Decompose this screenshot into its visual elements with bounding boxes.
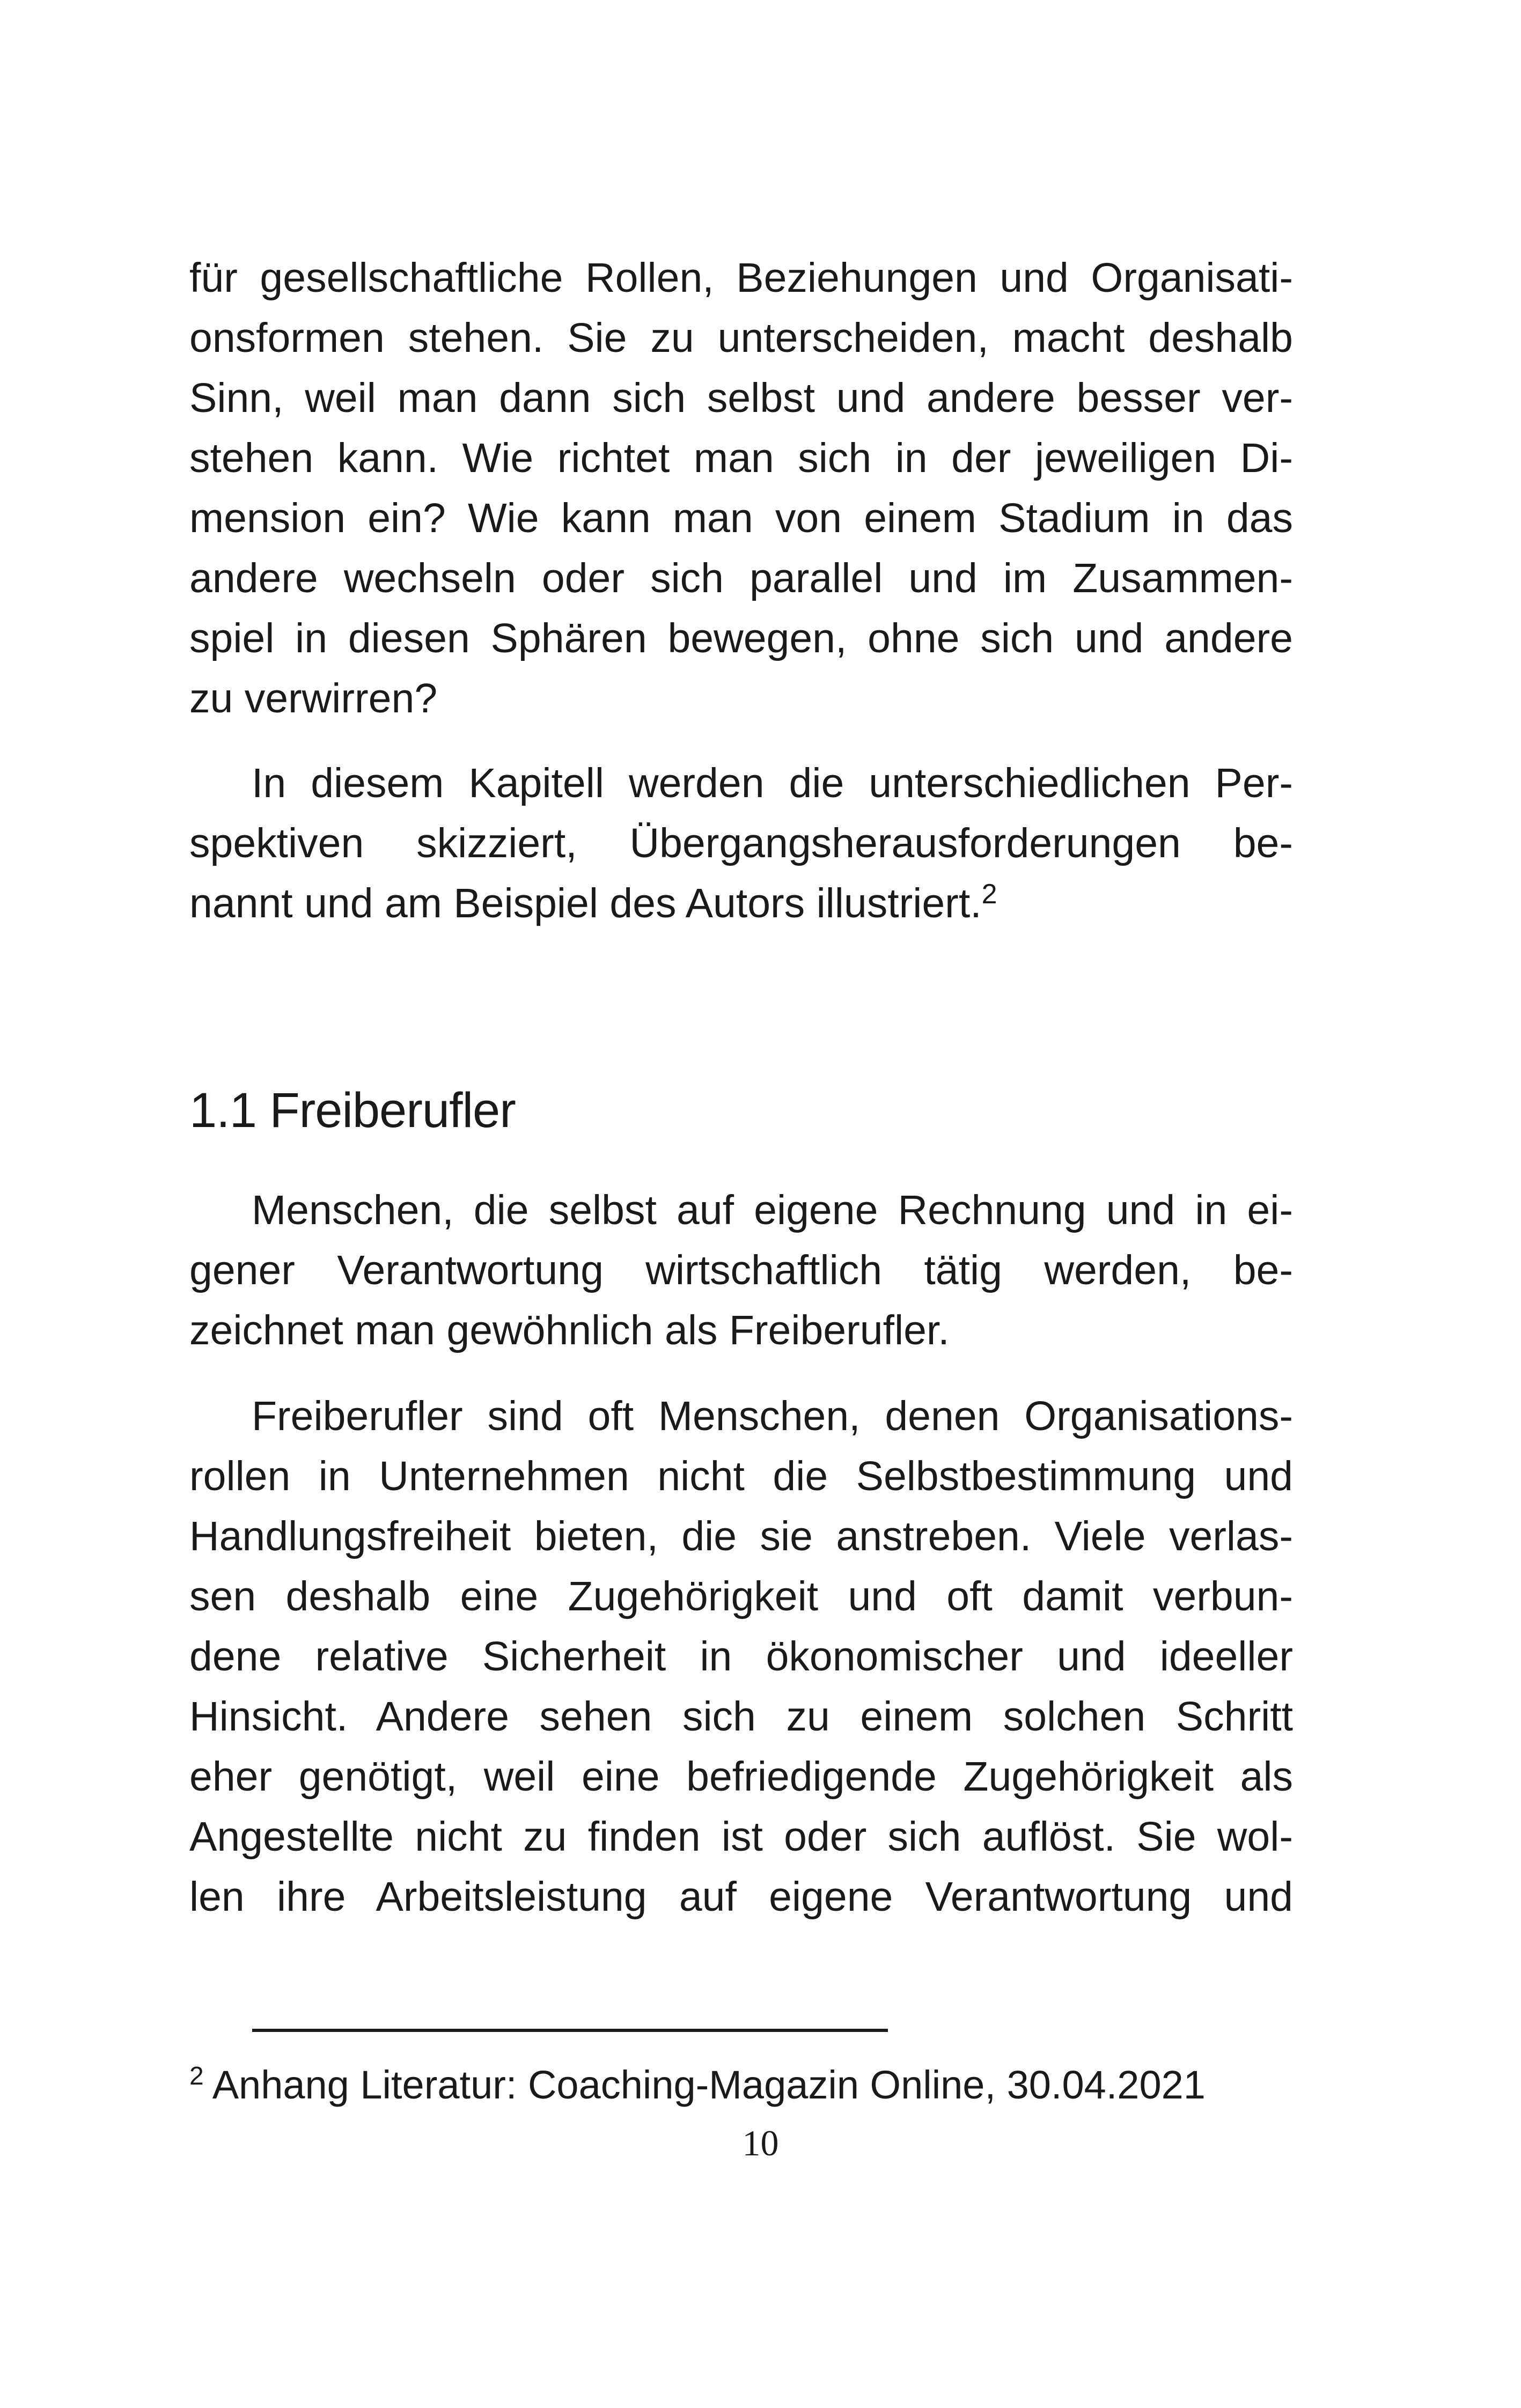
footnote-text: Anhang Literatur: Coaching-Magazin Online, 30.04.2021 <box>212 2063 1206 2107</box>
text-line: andere wechseln oder sich parallel und im Zusammen- <box>189 555 1293 601</box>
paragraph-2 <box>189 753 1293 933</box>
text-line: gener Verantwortung wirtschaftlich tätig werden, be- <box>189 1247 1293 1293</box>
text-line: Menschen, die selbst auf eigene Rechnung und in ei- <box>252 1187 1293 1233</box>
footnote <box>189 2056 1206 2120</box>
section-heading: 1.1 Freiberufler <box>189 1083 516 1138</box>
text-line: zu verwirren? <box>189 675 438 721</box>
page-number: 10 <box>742 2123 779 2163</box>
text-line: nannt und am Beispiel des Autors illustriert. <box>189 880 982 926</box>
text-line: Freiberufler sind oft Menschen, denen Organisations- <box>252 1393 1293 1439</box>
text-line: Angestellte nicht zu finden ist oder sich auflöst. Sie wol- <box>189 1814 1293 1860</box>
text-line: len ihre Arbeitsleistung auf eigene Verantwortung und <box>189 1874 1293 1920</box>
text-line: mension ein? Wie kann man von einem Stadium in das <box>189 495 1293 541</box>
footnote-number: 2 <box>189 2062 204 2090</box>
footnote-reference[interactable]: 2 <box>981 879 997 910</box>
text-line: stehen kann. Wie richtet man sich in der jeweiligen Di- <box>189 435 1293 481</box>
text-line: Handlungsfreiheit bieten, die sie anstreben. Viele verlas- <box>189 1513 1293 1559</box>
text-line: spektiven skizziert, Übergangsherausforderungen be- <box>189 820 1293 866</box>
text-line: In diesem Kapitell werden die unterschiedlichen Per- <box>252 760 1293 806</box>
text-line: rollen in Unternehmen nicht die Selbstbestimmung und <box>189 1453 1293 1499</box>
text-line: onsformen stehen. Sie zu unterscheiden, macht deshalb <box>189 315 1293 361</box>
text-line: eher genötigt, weil eine befriedigende Zugehörigkeit als <box>189 1754 1293 1800</box>
text-line: spiel in diesen Sphären bewegen, ohne sich und andere <box>189 615 1293 661</box>
text-line: Hinsicht. Andere sehen sich zu einem solchen Schritt <box>189 1693 1293 1740</box>
text-line: sen deshalb eine Zugehörigkeit und oft damit verbun- <box>189 1573 1293 1619</box>
text-line-with-footnote <box>189 873 1293 933</box>
text-line: Sinn, weil man dann sich selbst und andere besser ver- <box>189 375 1293 421</box>
paragraph-1 <box>189 248 1293 728</box>
text-line: für gesellschaftliche Rollen, Beziehungen und Organisati- <box>189 255 1293 301</box>
paragraph-3 <box>189 1180 1293 1360</box>
text-line: dene relative Sicherheit in ökonomischer und ideeller <box>189 1633 1293 1680</box>
text-line: zeichnet man gewöhnlich als Freiberufler. <box>189 1307 950 1353</box>
footnote-separator <box>252 2029 888 2032</box>
paragraph-4 <box>189 1386 1293 1927</box>
